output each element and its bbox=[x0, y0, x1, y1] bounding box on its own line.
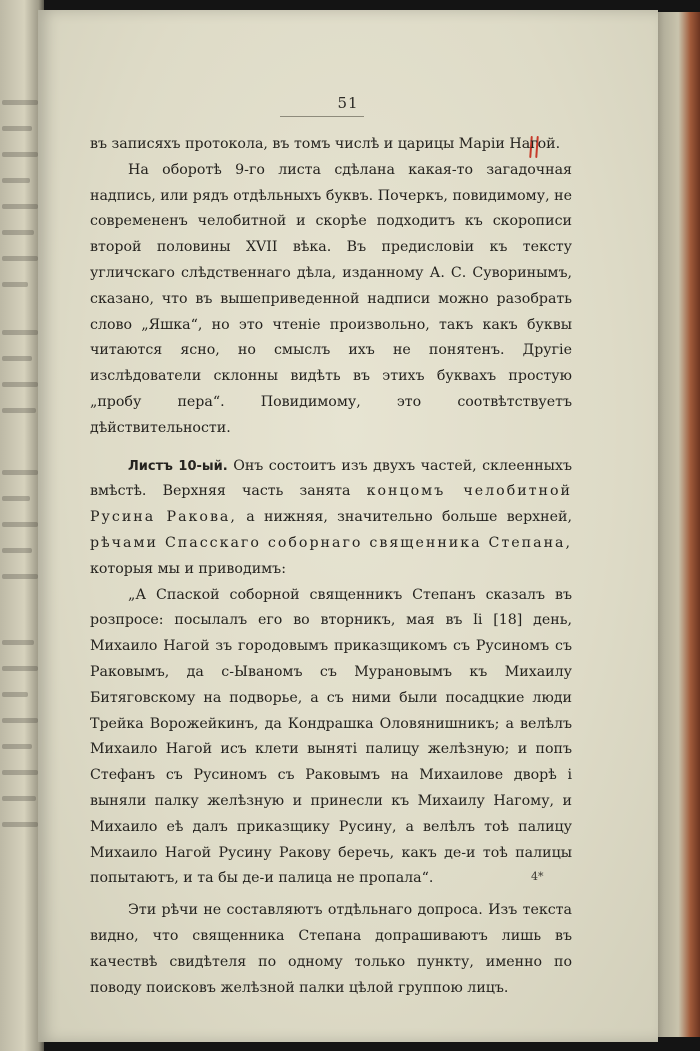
section-heading: Листъ 10-ый. bbox=[128, 458, 228, 474]
list-10-intro: Онъ состоитъ изъ двухъ частей, склеенныхъ вмѣстѣ. Верхняя часть занята bbox=[90, 457, 573, 500]
emphasis-petition-end: концомъ челобитной Русина Ракова, bbox=[90, 483, 573, 526]
body-text bbox=[90, 132, 572, 1001]
paragraph-list-10 bbox=[90, 454, 572, 583]
book-page bbox=[38, 10, 658, 1042]
paragraph-closing: Эти рѣчи не составляютъ отдѣльнаго допроса. Изъ текста видно, что священника Степана допрашиваютъ лишь въ качествѣ свидѣтеля по одному только пункту, именно по поводу поисковъ желѣзной палки цѣлой группою лицъ. bbox=[90, 902, 572, 996]
list-10-middle: а нижняя, значительно больше верхней, bbox=[246, 509, 572, 526]
paragraph-continuation: въ записяхъ протокола, въ томъ числѣ и царицы Маріи Нагой. bbox=[90, 136, 561, 152]
paragraph-inscription: На оборотѣ 9-го листа сдѣлана какая-то загадочная надпись, или рядъ отдѣльныхъ буквъ. Почеркъ, повидимому, не современенъ челобитной и скорѣе подходитъ къ скорописи второй половины XVII вѣка. Въ предисловіи къ тексту угличскаго слѣдственнаго дѣла, изданному А. С. Суворинымъ, сказано, что въ вышеприведенной надписи можно разобрать слово „Яшка“, но это чтеніе произвольно, такъ какъ буквы читаются ясно, но смыслъ ихъ не понятенъ. Другіе изслѣдователи склонны видѣть въ этихъ буквахъ простую „пробу пера“. Повидимому, это соотвѣтствуетъ дѣйствительности. bbox=[90, 161, 572, 436]
page-number: 51 bbox=[337, 94, 359, 112]
signature-mark: 4* bbox=[531, 870, 544, 883]
emphasis-priest-speech: рѣчами Спасскаго соборнаго священника Степана, bbox=[90, 534, 572, 551]
list-10-after: которыя мы и приводимъ: bbox=[90, 560, 286, 577]
page-number-rule bbox=[280, 116, 364, 117]
quotation: „А Спаской соборной священникъ Степанъ сказалъ въ розпросе: посылалъ его во вторникъ, мая въ ӏі [18] день, Михаило Нагой зъ городовымъ приказщикомъ съ Русиномъ съ Раковымъ, да с-Ываномъ съ Мурановымъ къ Михаилу Битяговскому на подворье, а съ ними были посадцкие люди Трейка Ворожейкинъ, да Кондрашка Оловянишникъ; а велѣлъ Михаило Нагой исъ клети вынятi палицу желѣзную; и попъ Стефанъ съ Русиномъ съ Раковымъ на Михаилове дворѣ i выняли палку желѣзную и принесли къ Михаилу Нагому, и Михаило eѣ далъ приказщику Русину, а велѣлъ тоѣ палицу Михаило Нагой Русину Ракову беречь, какъ де-и тоѣ палицы попытаютъ, и та бы де-и палица не пропала“. bbox=[90, 586, 572, 887]
book-cover-edge bbox=[652, 12, 700, 1037]
